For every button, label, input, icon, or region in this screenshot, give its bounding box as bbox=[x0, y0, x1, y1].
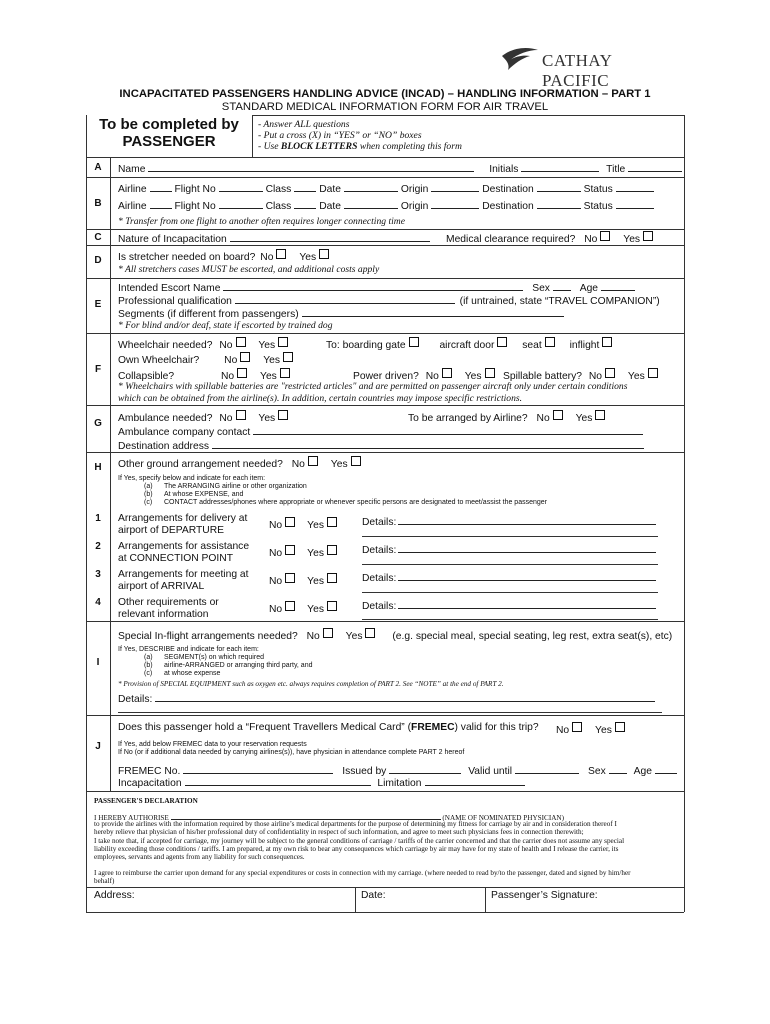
row-wheelchair-to bbox=[326, 337, 612, 352]
ambulance-label: Ambulance needed? bbox=[118, 413, 213, 424]
destination-address-label: Destination address bbox=[118, 441, 210, 452]
age-field[interactable] bbox=[601, 281, 635, 291]
h4-details-field[interactable] bbox=[398, 599, 656, 609]
segments-field[interactable] bbox=[302, 307, 564, 317]
inflight-label: inflight bbox=[569, 340, 600, 351]
frame-left bbox=[86, 115, 87, 912]
h1-choice bbox=[269, 517, 337, 532]
section-letter: J bbox=[95, 741, 101, 752]
class-label: Class bbox=[265, 184, 292, 195]
flight-row-1 bbox=[118, 182, 654, 196]
power-driven-label: Power driven? bbox=[353, 371, 419, 382]
special-inflight-no-checkbox[interactable] bbox=[323, 628, 333, 638]
date-field[interactable]: Date: bbox=[361, 890, 386, 901]
h2-label bbox=[118, 541, 249, 565]
no-label: No bbox=[306, 631, 320, 642]
fremec-add-note: If Yes, add below FREMEC data to your reservation requests bbox=[118, 741, 307, 748]
item-letter: (c) bbox=[144, 670, 153, 677]
boarding-gate-label: To: boarding gate bbox=[326, 340, 406, 351]
yes-label: Yes bbox=[575, 413, 593, 424]
section-letter: E bbox=[94, 299, 102, 310]
i-instructions: If Yes, DESCRIBE and indicate for each item: bbox=[118, 646, 259, 653]
yes-label: Yes bbox=[307, 548, 324, 559]
limitation-label: Limitation bbox=[377, 778, 422, 789]
details-label: Details: bbox=[362, 517, 397, 528]
rule bbox=[86, 887, 684, 888]
header-left-line2: PASSENGER bbox=[122, 133, 216, 150]
frame-bottom bbox=[86, 912, 684, 913]
medical-yes-checkbox[interactable] bbox=[643, 231, 653, 241]
h4-yes-checkbox[interactable] bbox=[327, 601, 337, 611]
rule bbox=[86, 715, 684, 716]
declaration-text: hereby relieve that physician of his/her professional duty of confidentiality in respect of such information, and agree to meet such physicians fees in connection therewith; bbox=[94, 828, 584, 836]
aircraft-door-label: aircraft door bbox=[439, 340, 495, 351]
row-escort bbox=[118, 281, 635, 295]
row-fremec-question bbox=[118, 722, 539, 734]
details-continuation-line[interactable] bbox=[362, 564, 658, 565]
other-ground-no-checkbox[interactable] bbox=[308, 456, 318, 466]
fremec-no-note: If No (or if additional data needed by carrying airlines(s)), have physician in attendance complete PART 2 hereof bbox=[118, 749, 465, 756]
no-label: No bbox=[425, 371, 439, 382]
h4-line1: Other requirements or bbox=[118, 597, 219, 608]
airline-field[interactable] bbox=[150, 182, 172, 192]
h1-details-field[interactable] bbox=[398, 515, 656, 525]
name-label: Name bbox=[118, 164, 146, 175]
details-label: Details: bbox=[362, 601, 397, 612]
section-number: 4 bbox=[95, 597, 101, 608]
rule bbox=[86, 229, 684, 230]
header-divider bbox=[252, 115, 253, 157]
details-continuation-line[interactable] bbox=[362, 592, 658, 593]
rule bbox=[86, 405, 684, 406]
wheelchair-label: Wheelchair needed? bbox=[118, 340, 213, 351]
row-segments bbox=[118, 307, 564, 321]
section-number: 1 bbox=[95, 513, 101, 524]
no-label: No bbox=[269, 548, 283, 559]
valid-until-field[interactable] bbox=[515, 764, 579, 774]
row-ambulance bbox=[118, 410, 288, 425]
age-label: Age bbox=[579, 283, 599, 294]
fremec-acronym: FREMEC bbox=[411, 722, 455, 733]
no-label: No bbox=[291, 459, 305, 470]
destination-field[interactable] bbox=[537, 199, 581, 209]
signature-field[interactable]: Passenger’s Signature: bbox=[491, 890, 598, 901]
issued-by-field[interactable] bbox=[389, 764, 461, 774]
header-note: - Put a cross (X) in “YES” or “NO” boxes bbox=[258, 130, 422, 141]
no-label: No bbox=[219, 413, 233, 424]
professional-field[interactable] bbox=[235, 294, 455, 304]
sign-divider-1 bbox=[355, 887, 356, 912]
no-label: No bbox=[269, 576, 283, 587]
rule bbox=[86, 278, 684, 279]
destination-field[interactable] bbox=[537, 182, 581, 192]
status-field[interactable] bbox=[616, 199, 654, 209]
row-nature bbox=[118, 232, 430, 246]
declaration-text: I take note that, if accepted for carriage, my journey will be subject to the general conditions of carriage / tariffs of the carrier concerned and that the carrier does not assume any special bbox=[94, 837, 625, 845]
h4-no-checkbox[interactable] bbox=[285, 601, 295, 611]
rule bbox=[86, 177, 684, 178]
item-text: CONTACT addresses/phones where appropriate or whenever specific persons are designated to meet/assist the passenger bbox=[164, 499, 548, 506]
section-letter: I bbox=[96, 657, 100, 668]
fremec-choice bbox=[556, 722, 625, 737]
i-note: * Provision of SPECIAL EQUIPMENT such as oxygen etc. always requires completion of PART 2. See “NOTE” at the end of PART 2. bbox=[118, 680, 504, 688]
authorise-label: I HEREBY AUTHORISE bbox=[94, 814, 169, 822]
form-title: INCAPACITATED PASSENGERS HANDLING ADVICE (INCAD) – HANDLING INFORMATION – PART 1 bbox=[119, 88, 651, 100]
yes-label: Yes bbox=[263, 355, 280, 366]
ambulance-company-label: Ambulance company contact bbox=[118, 427, 251, 438]
collapsible-label: Collapsible? bbox=[118, 371, 175, 382]
airline-label: Airline bbox=[118, 201, 147, 212]
wheelchair-no-checkbox[interactable] bbox=[236, 337, 246, 347]
blind-note: * For blind and/or deaf, state if escorted by trained dog bbox=[118, 320, 333, 331]
h3-label bbox=[118, 569, 249, 593]
rule bbox=[86, 157, 684, 158]
nature-field[interactable] bbox=[230, 232, 430, 242]
h1-details bbox=[362, 515, 656, 529]
item-text: At whose EXPENSE, and bbox=[164, 491, 244, 498]
section-letter: B bbox=[94, 198, 102, 209]
rule bbox=[86, 621, 684, 622]
destination-address-field[interactable] bbox=[212, 439, 644, 449]
fremec-question-end: ) valid for this trip? bbox=[454, 722, 539, 733]
h1-no-checkbox[interactable] bbox=[285, 517, 295, 527]
inflight-checkbox[interactable] bbox=[602, 337, 612, 347]
fremec-age-field[interactable] bbox=[655, 764, 677, 774]
flight-no-label: Flight No bbox=[174, 184, 216, 195]
sign-divider-2 bbox=[485, 887, 486, 912]
declaration-text: employees, servants and agents from any liability for such consequences. bbox=[94, 853, 305, 861]
class-label: Class bbox=[265, 201, 292, 212]
own-wheelchair-label: Own Wheelchair? bbox=[118, 355, 200, 366]
escort-field[interactable] bbox=[223, 281, 523, 291]
yes-label: Yes bbox=[260, 371, 277, 382]
address-field[interactable]: Address: bbox=[94, 890, 135, 901]
section-letter: D bbox=[94, 255, 102, 266]
i-details-field[interactable] bbox=[155, 692, 655, 702]
title-label: Title bbox=[606, 164, 626, 175]
h2-details bbox=[362, 543, 656, 557]
section-letter: H bbox=[94, 462, 102, 473]
ambulance-company-field[interactable] bbox=[253, 425, 643, 435]
nominated-physician-label: (NAME OF NOMINATED PHYSICIAN) bbox=[442, 814, 564, 822]
no-label: No bbox=[219, 340, 233, 351]
item-text: SEGMENT(s) on which required bbox=[164, 654, 264, 661]
special-inflight-yes-checkbox[interactable] bbox=[365, 628, 375, 638]
row-i-details bbox=[118, 692, 655, 706]
item-text: The ARRANGING airline or other organization bbox=[164, 483, 307, 490]
brushwing-icon bbox=[500, 46, 540, 74]
origin-field[interactable] bbox=[431, 199, 479, 209]
declaration-text: to provide the airlines with the information required by those airline’s medical departments for the purpose of determining my fitness for carriage by air and in consideration thereof I bbox=[94, 820, 617, 828]
h3-yes-checkbox[interactable] bbox=[327, 573, 337, 583]
h1-yes-checkbox[interactable] bbox=[327, 517, 337, 527]
row-incapacitation bbox=[118, 776, 525, 790]
yes-label: Yes bbox=[627, 371, 645, 382]
fremec-yes-checkbox[interactable] bbox=[615, 722, 625, 732]
h1-label bbox=[118, 513, 247, 537]
destination-label: Destination bbox=[482, 201, 534, 212]
row-other-ground bbox=[118, 456, 361, 471]
no-label: No bbox=[269, 604, 283, 615]
yes-label: Yes bbox=[464, 371, 482, 382]
nature-label: Nature of Incapacitation bbox=[118, 234, 227, 245]
no-label: No bbox=[269, 520, 283, 531]
h4-choice bbox=[269, 601, 337, 616]
boarding-gate-checkbox[interactable] bbox=[409, 337, 419, 347]
professional-label: Professional qualification bbox=[118, 296, 232, 307]
declaration-text: I agree to reimburse the carrier upon demand for any special expenditures or costs in connection with my carriage. (where needed to read by/to the passenger, dated and signed by him/her bbox=[94, 869, 631, 877]
limitation-field[interactable] bbox=[425, 776, 525, 786]
brand-name: CATHAY PACIFIC bbox=[542, 51, 612, 90]
origin-label: Origin bbox=[400, 184, 429, 195]
status-field[interactable] bbox=[616, 182, 654, 192]
stretcher-label: Is stretcher needed on board? bbox=[118, 252, 256, 263]
details-label: Details: bbox=[118, 694, 153, 705]
fremec-no-checkbox[interactable] bbox=[572, 722, 582, 732]
h1-line1: Arrangements for delivery at bbox=[118, 513, 248, 524]
fremec-no-label: FREMEC No. bbox=[118, 766, 181, 777]
row-professional bbox=[118, 294, 660, 308]
h-instructions: If Yes, specify below and indicate for each item: bbox=[118, 475, 266, 482]
item-text: airline-ARRANGED or arranging third party, and bbox=[164, 662, 313, 669]
ambulance-no-checkbox[interactable] bbox=[236, 410, 246, 420]
date-label: Date bbox=[319, 184, 341, 195]
frame-top bbox=[252, 115, 684, 116]
section-letter: F bbox=[94, 364, 102, 375]
yes-label: Yes bbox=[595, 725, 612, 736]
h4-line2: relevant information bbox=[118, 609, 209, 620]
other-ground-label: Other ground arrangement needed? bbox=[118, 459, 283, 470]
section-number: 3 bbox=[95, 569, 101, 580]
details-continuation-line[interactable] bbox=[118, 712, 662, 713]
yes-label: Yes bbox=[330, 459, 348, 470]
seat-label: seat bbox=[522, 340, 542, 351]
fremec-question-start: Does this passenger hold a “Frequent Travellers Medical Card” ( bbox=[118, 722, 412, 733]
details-label: Details: bbox=[362, 545, 397, 556]
frame-right bbox=[684, 115, 685, 912]
collapsible-no-checkbox[interactable] bbox=[237, 368, 247, 378]
item-letter: (c) bbox=[144, 499, 153, 506]
header-note: - Answer ALL questions bbox=[258, 119, 350, 130]
status-label: Status bbox=[583, 201, 613, 212]
status-label: Status bbox=[583, 184, 613, 195]
section-col-divider bbox=[110, 157, 111, 791]
wheelchair-yes-checkbox[interactable] bbox=[278, 337, 288, 347]
row-ambulance-company bbox=[118, 425, 643, 439]
item-letter: (b) bbox=[144, 662, 153, 669]
stretcher-note: * All stretchers cases MUST be escorted, and additional costs apply bbox=[118, 264, 380, 275]
h2-details-field[interactable] bbox=[398, 543, 656, 553]
fremec-no-field[interactable] bbox=[183, 764, 333, 774]
power-driven-no-checkbox[interactable] bbox=[442, 368, 452, 378]
yes-label: Yes bbox=[307, 520, 324, 531]
class-field[interactable] bbox=[294, 182, 316, 192]
seat-checkbox[interactable] bbox=[545, 337, 555, 347]
yes-label: Yes bbox=[307, 604, 324, 615]
row-wheelchair bbox=[118, 337, 288, 352]
h2-line2: at CONNECTION POINT bbox=[118, 553, 233, 564]
h3-line2: airport of ARRIVAL bbox=[118, 581, 205, 592]
spillable-label: Spillable battery? bbox=[503, 371, 582, 382]
row-stretcher bbox=[118, 249, 329, 264]
h2-no-checkbox[interactable] bbox=[285, 545, 295, 555]
special-inflight-label: Special In-flight arrangements needed? bbox=[118, 631, 298, 642]
segments-label: Segments (if different from passengers) bbox=[118, 309, 299, 320]
stretcher-yes-checkbox[interactable] bbox=[319, 249, 329, 259]
declaration-text: behalf) bbox=[94, 877, 115, 885]
cathay-pacific-logo bbox=[500, 46, 675, 90]
valid-until-label: Valid until bbox=[468, 766, 513, 777]
row-special-inflight bbox=[118, 628, 672, 643]
stretcher-no-checkbox[interactable] bbox=[276, 249, 286, 259]
no-label: No bbox=[220, 371, 235, 382]
initials-field[interactable] bbox=[521, 162, 599, 172]
flight-no-field[interactable] bbox=[219, 199, 263, 209]
title-field[interactable] bbox=[628, 162, 682, 172]
airline-field[interactable] bbox=[150, 199, 172, 209]
flight-row-2 bbox=[118, 199, 654, 213]
initials-label: Initials bbox=[489, 164, 519, 175]
medical-no-checkbox[interactable] bbox=[600, 231, 610, 241]
declaration-text: liability exceeding those conditions / tariffs. I am prepared, at my own risk to bear any consequences which carriage by air may have for my state of health and I release the carrier, its bbox=[94, 845, 619, 853]
origin-label: Origin bbox=[400, 201, 429, 212]
header-left-line1: To be completed by bbox=[99, 116, 239, 133]
row-name bbox=[118, 162, 682, 176]
yes-label: Yes bbox=[345, 631, 363, 642]
item-letter: (a) bbox=[144, 654, 153, 661]
untrained-label: (if untrained, state “TRAVEL COMPANION”) bbox=[459, 296, 660, 307]
aircraft-door-checkbox[interactable] bbox=[497, 337, 507, 347]
no-label: No bbox=[536, 413, 550, 424]
wheelchair-note: which can be obtained from the airline(s). In addition, certain countries may impose specific restrictions. bbox=[118, 393, 523, 404]
yes-label: Yes bbox=[299, 252, 317, 263]
airline-label: Airline bbox=[118, 184, 147, 195]
medical-clearance-label: Medical clearance required? bbox=[446, 234, 576, 245]
special-eg-label: (e.g. special meal, special seating, leg rest, extra seat(s), etc) bbox=[392, 631, 673, 642]
yes-label: Yes bbox=[307, 576, 324, 587]
rule bbox=[86, 791, 684, 792]
item-letter: (a) bbox=[144, 483, 153, 490]
row-medical-clearance bbox=[446, 231, 653, 246]
no-label: No bbox=[584, 234, 598, 245]
h1-line2: airport of DEPARTURE bbox=[118, 525, 225, 536]
incapacitation-label: Incapacitation bbox=[118, 778, 182, 789]
section-letter: C bbox=[94, 232, 102, 243]
no-label: No bbox=[556, 725, 570, 736]
h4-label bbox=[118, 597, 219, 621]
physician-name-field[interactable] bbox=[171, 812, 441, 820]
h4-details bbox=[362, 599, 656, 613]
header-note: - Use BLOCK LETTERS when completing this form bbox=[258, 141, 462, 152]
h3-choice bbox=[269, 573, 337, 588]
no-label: No bbox=[588, 371, 603, 382]
arranged-by-airline-label: To be arranged by Airline? bbox=[408, 413, 528, 424]
arranged-no-checkbox[interactable] bbox=[553, 410, 563, 420]
section-letter: G bbox=[94, 418, 102, 429]
h2-yes-checkbox[interactable] bbox=[327, 545, 337, 555]
name-field[interactable] bbox=[148, 162, 474, 172]
destination-label: Destination bbox=[482, 184, 534, 195]
fremec-sex-field[interactable] bbox=[609, 764, 627, 774]
h3-line1: Arrangements for meeting at bbox=[118, 569, 249, 580]
incapacitation-field[interactable] bbox=[185, 776, 371, 786]
arranged-yes-checkbox[interactable] bbox=[595, 410, 605, 420]
flight-no-label: Flight No bbox=[174, 201, 216, 212]
declaration-title: PASSENGER'S DECLARATION bbox=[94, 797, 198, 805]
header-who bbox=[86, 116, 252, 150]
yes-label: Yes bbox=[623, 234, 641, 245]
sex-label: Sex bbox=[532, 283, 550, 294]
own-wheelchair-no-checkbox[interactable] bbox=[240, 352, 250, 362]
age-label: Age bbox=[633, 766, 652, 777]
no-label: No bbox=[260, 252, 274, 263]
h2-line1: Arrangements for assistance bbox=[118, 541, 250, 552]
details-label: Details: bbox=[362, 573, 397, 584]
rule bbox=[86, 333, 684, 334]
other-ground-yes-checkbox[interactable] bbox=[351, 456, 361, 466]
h3-details-field[interactable] bbox=[398, 571, 656, 581]
h3-details bbox=[362, 571, 656, 585]
spillable-no-checkbox[interactable] bbox=[605, 368, 615, 378]
yes-label: Yes bbox=[258, 413, 276, 424]
details-continuation-line[interactable] bbox=[362, 536, 658, 537]
sex-field[interactable] bbox=[553, 281, 571, 291]
sex-label: Sex bbox=[587, 766, 606, 777]
section-letter: A bbox=[94, 162, 102, 173]
class-field[interactable] bbox=[294, 199, 316, 209]
wheelchair-note: * Wheelchairs with spillable batteries are "restricted articles" and are permitted on passenger aircraft only under certain conditions bbox=[118, 381, 628, 392]
collapsible-yes-checkbox[interactable] bbox=[280, 368, 290, 378]
own-wheelchair-yes-checkbox[interactable] bbox=[283, 352, 293, 362]
details-continuation-line[interactable] bbox=[362, 619, 658, 620]
date-field[interactable] bbox=[344, 182, 398, 192]
power-driven-yes-checkbox[interactable] bbox=[485, 368, 495, 378]
flight-no-field[interactable] bbox=[219, 182, 263, 192]
row-arranged-by-airline bbox=[408, 410, 605, 425]
issued-by-label: Issued by bbox=[342, 766, 387, 777]
item-text: at whose expense bbox=[164, 670, 221, 677]
yes-label: Yes bbox=[258, 340, 276, 351]
h-item-c bbox=[144, 499, 548, 508]
h2-choice bbox=[269, 545, 337, 560]
origin-field[interactable] bbox=[431, 182, 479, 192]
escort-label: Intended Escort Name bbox=[118, 283, 221, 294]
form-subtitle: STANDARD MEDICAL INFORMATION FORM FOR AIR TRAVEL bbox=[221, 101, 549, 113]
date-label: Date bbox=[319, 201, 341, 212]
item-letter: (b) bbox=[144, 491, 153, 498]
transfer-note: * Transfer from one flight to another often requires longer connecting time bbox=[118, 216, 405, 227]
row-own-wheelchair bbox=[118, 352, 293, 367]
no-label: No bbox=[224, 355, 238, 366]
section-number: 2 bbox=[95, 541, 101, 552]
ambulance-yes-checkbox[interactable] bbox=[278, 410, 288, 420]
row-destination-address bbox=[118, 439, 644, 453]
date-field[interactable] bbox=[344, 199, 398, 209]
h3-no-checkbox[interactable] bbox=[285, 573, 295, 583]
spillable-yes-checkbox[interactable] bbox=[648, 368, 658, 378]
